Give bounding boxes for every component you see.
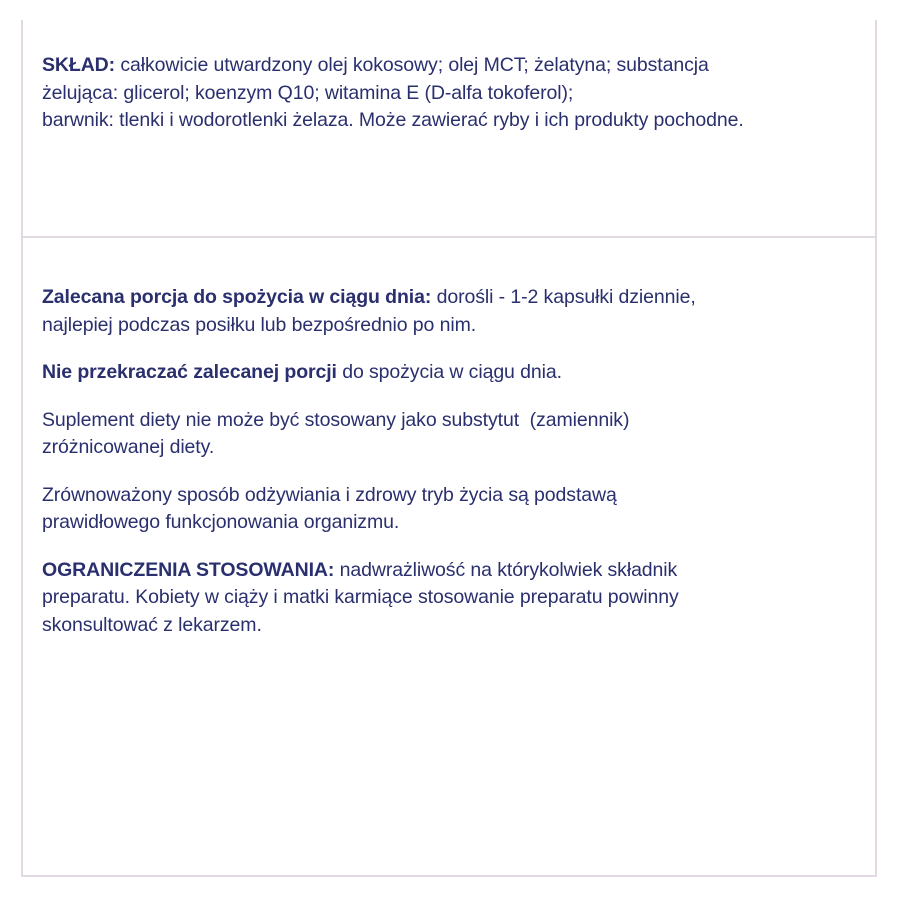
dose-paragraph	[42, 284, 802, 339]
warning-bold: Nie przekraczać zalecanej porcji	[42, 361, 337, 383]
composition-heading: SKŁAD:	[42, 54, 116, 76]
warning-paragraph	[42, 359, 802, 387]
dose-line-1	[42, 284, 802, 312]
section-divider	[23, 236, 875, 238]
usage-section	[42, 284, 802, 659]
limits-line-3: skonsultować z lekarzem.	[42, 613, 262, 636]
supplement-line-1: Suplement diety nie może być stosowany jako substytut (zamiennik)	[42, 408, 630, 431]
composition-section	[42, 52, 802, 135]
warning-rest: do spożycia w ciągu dnia.	[336, 361, 562, 383]
dose-text-1: dorośli - 1-2 kapsułki dziennie,	[431, 286, 696, 308]
lifestyle-line-2: prawidłowego funkcjonowania organizmu.	[42, 511, 400, 533]
composition-line-2: żelująca: glicerol; koenzym Q10; witamina E (D-alfa tokoferol);	[42, 81, 574, 104]
supplement-paragraph	[42, 407, 802, 462]
composition-line-1	[42, 52, 802, 80]
composition-line-3: barwnik: tlenki i wodorotlenki żelaza. Może zawierać ryby i ich produkty pochodne.	[42, 109, 744, 131]
warning-line	[42, 359, 802, 387]
limits-heading: OGRANICZENIA STOSOWANIA:	[42, 558, 335, 581]
limits-text-1: nadwrażliwość na którykolwiek składnik	[334, 558, 678, 581]
lifestyle-paragraph	[42, 482, 802, 537]
supplement-line-2: zróżnicowanej diety.	[42, 436, 215, 458]
dose-line-2: najlepiej podczas posiłku lub bezpośrednio po nim.	[42, 313, 477, 336]
limits-line-2: preparatu. Kobiety w ciąży i matki karmiące stosowanie preparatu powinny	[42, 586, 679, 608]
limits-paragraph	[42, 557, 802, 640]
dose-heading: Zalecana porcja do spożycia w ciągu dnia:	[42, 286, 432, 308]
lifestyle-line-1: Zrównoważony sposób odżywiania i zdrowy tryb życia są podstawą	[42, 483, 617, 506]
composition-text-1: całkowicie utwardzony olej kokosowy; olej MCT; żelatyna; substancja	[115, 54, 709, 76]
limits-line-1	[42, 557, 802, 585]
